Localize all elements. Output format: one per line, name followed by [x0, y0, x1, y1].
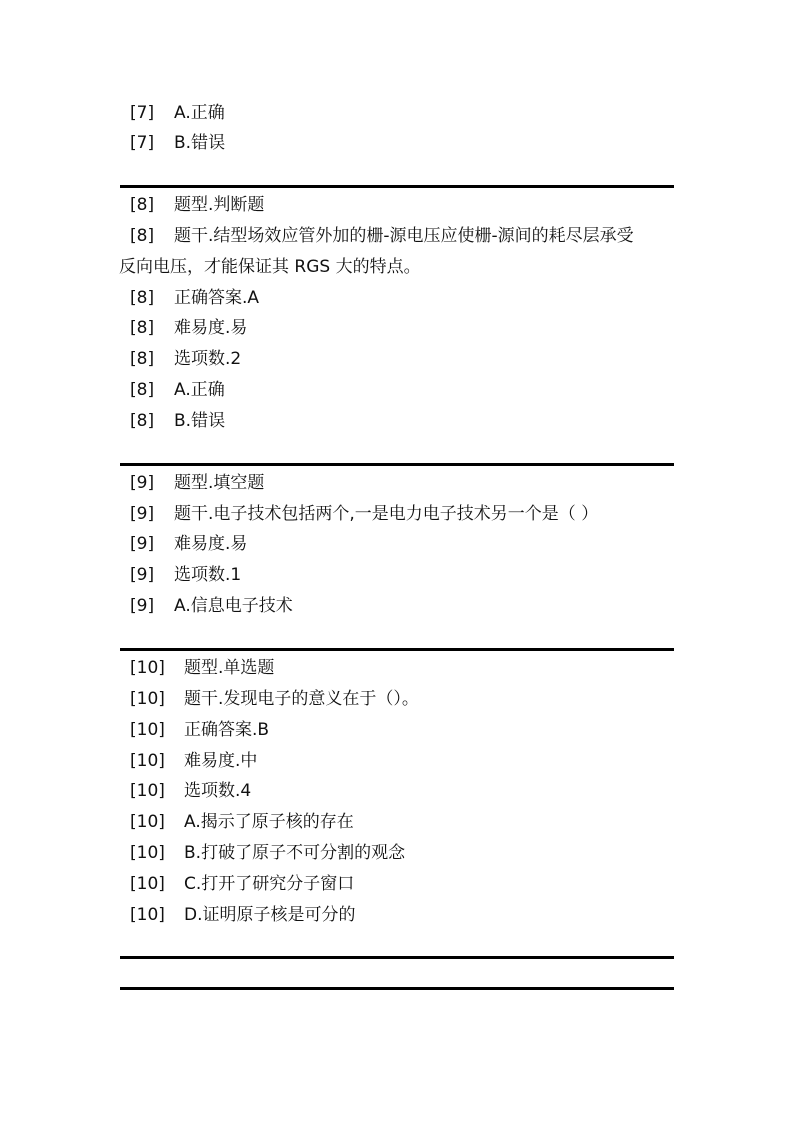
q10-tag: [10] — [130, 905, 165, 925]
divider — [120, 463, 674, 466]
q8-tag: [8] — [130, 226, 155, 246]
q7-option-b-text: B.错误 — [174, 133, 226, 153]
q8-tag: [8] — [130, 349, 155, 369]
divider — [120, 956, 674, 959]
q10-type — [130, 656, 275, 680]
q10-tag: [10] — [130, 751, 165, 771]
q8-option-b — [130, 409, 226, 433]
q10-tag: [10] — [130, 812, 165, 832]
q9-option-a-text: A.信息电子技术 — [174, 596, 293, 616]
q9-type — [130, 471, 265, 495]
q9-type-text: 题型.填空题 — [174, 473, 265, 493]
q10-option-c — [130, 872, 355, 896]
q9-tag: [9] — [130, 473, 155, 493]
q8-tag: [8] — [130, 411, 155, 431]
q8-option-b-text: B.错误 — [174, 411, 226, 431]
q7-option-a — [130, 101, 225, 125]
q10-option-count — [130, 779, 252, 803]
q9-tag: [9] — [130, 504, 155, 524]
q10-answer — [130, 718, 270, 742]
q10-option-d-text: D.证明原子核是可分的 — [184, 905, 356, 925]
q8-option-a — [130, 378, 225, 402]
q8-option-count-text: 选项数.2 — [174, 349, 242, 369]
q8-tag: [8] — [130, 380, 155, 400]
q9-difficulty-text: 难易度.易 — [174, 534, 248, 554]
q10-tag: [10] — [130, 781, 165, 801]
q10-answer-text: 正确答案.B — [184, 720, 270, 740]
q8-stem-line1: 题干.结型场效应管外加的栅-源电压应使栅-源间的耗尽层承受 — [174, 226, 634, 246]
q9-option-count — [130, 563, 242, 587]
q10-option-count-text: 选项数.4 — [184, 781, 252, 801]
divider — [120, 648, 674, 651]
q10-stem — [130, 687, 419, 711]
q9-difficulty — [130, 532, 248, 556]
q9-tag: [9] — [130, 596, 155, 616]
q10-option-a-text: A.揭示了原子核的存在 — [184, 812, 354, 832]
q9-option-a — [130, 594, 293, 618]
q7-tag: [7] — [130, 103, 155, 123]
q10-stem-text: 题干.发现电子的意义在于（）。 — [184, 689, 419, 709]
divider — [120, 987, 674, 990]
q10-tag: [10] — [130, 689, 165, 709]
q10-option-c-text: C.打开了研究分子窗口 — [184, 874, 355, 894]
q10-tag: [10] — [130, 874, 165, 894]
q10-option-d — [130, 903, 356, 927]
q10-tag: [10] — [130, 843, 165, 863]
q10-tag: [10] — [130, 720, 165, 740]
q9-tag: [9] — [130, 534, 155, 554]
q8-stem — [130, 224, 634, 248]
q8-difficulty-text: 难易度.易 — [174, 318, 248, 338]
q9-stem-text: 题干.电子技术包括两个,一是电力电子技术另一个是（ ） — [174, 504, 599, 524]
q10-type-text: 题型.单选题 — [184, 658, 275, 678]
q8-tag: [8] — [130, 288, 155, 308]
q8-tag: [8] — [130, 195, 155, 215]
q8-stem-line2: 反向电压，才能保证其 RGS 大的特点。 — [119, 257, 421, 277]
q8-tag: [8] — [130, 318, 155, 338]
divider — [120, 185, 674, 188]
q7-tag: [7] — [130, 133, 155, 153]
q8-option-a-text: A.正确 — [174, 380, 225, 400]
q8-option-count — [130, 347, 242, 371]
q8-difficulty — [130, 316, 248, 340]
q7-option-a-text: A.正确 — [174, 103, 225, 123]
q9-option-count-text: 选项数.1 — [174, 565, 242, 585]
q10-tag: [10] — [130, 658, 165, 678]
q8-answer — [130, 286, 260, 310]
q10-option-b — [130, 841, 406, 865]
q10-difficulty — [130, 749, 258, 773]
q9-tag: [9] — [130, 565, 155, 585]
q10-option-a — [130, 810, 354, 834]
q8-type — [130, 193, 265, 217]
q10-difficulty-text: 难易度.中 — [184, 751, 258, 771]
q8-type-text: 题型.判断题 — [174, 195, 265, 215]
q7-option-b — [130, 131, 226, 155]
q8-answer-text: 正确答案.A — [174, 288, 260, 308]
q10-option-b-text: B.打破了原子不可分割的观念 — [184, 843, 406, 863]
q9-stem — [130, 502, 599, 526]
